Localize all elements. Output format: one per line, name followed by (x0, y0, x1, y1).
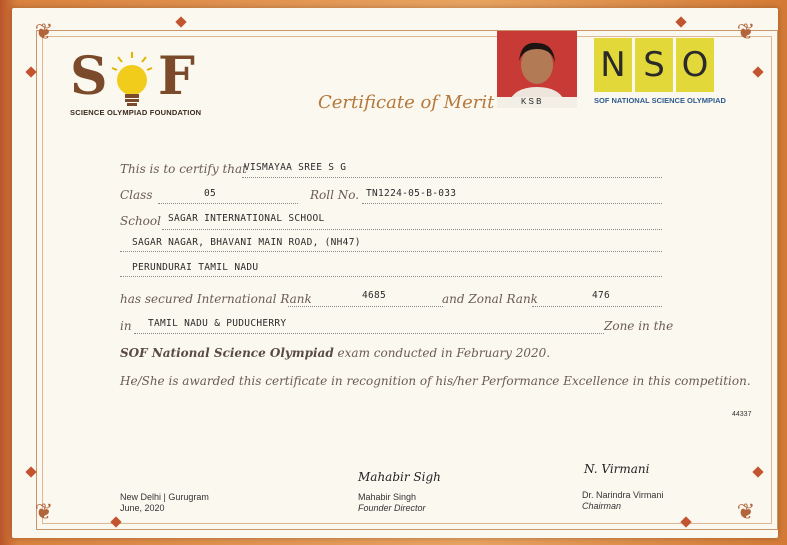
diamond-ornament-icon (25, 466, 36, 477)
founder-name: Mahabir Singh (358, 492, 417, 502)
corner-ornament-icon: ❦ (34, 20, 54, 45)
corner-ornament-icon: ❦ (736, 20, 756, 45)
corner-ornament-icon: ❦ (34, 500, 54, 525)
address-line-2: PERUNDURAI TAMIL NADU (132, 262, 259, 273)
school-value: SAGAR INTERNATIONAL SCHOOL (168, 213, 325, 224)
chairman-name: Dr. Narindra Virmani (582, 490, 664, 500)
founder-block (358, 492, 426, 514)
student-photo (497, 31, 577, 108)
diamond-ornament-icon (175, 16, 186, 27)
sof-logo: S F SCIENCE OLYMPIAD FOUNDATION (70, 46, 210, 117)
sof-subtitle: SCIENCE OLYMPIAD FOUNDATION (70, 108, 202, 117)
class-value: 05 (204, 188, 217, 199)
nso-subtitle: SOF NATIONAL SCIENCE OLYMPIAD (594, 96, 726, 105)
recognition-text: He/She is awarded this certificate in recognition of his/her Performance Excellence in this competition. (120, 374, 751, 388)
roll-value: TN1224-05-B-033 (366, 188, 457, 199)
certificate (12, 8, 778, 538)
place: New Delhi | Gurugram (120, 492, 209, 502)
zone-value: TAMIL NADU & PUDUCHERRY (148, 318, 287, 329)
photo-caption: K S B (521, 97, 542, 106)
intl-rank-label: has secured International Rank (120, 292, 312, 306)
founder-title: Founder Director (358, 503, 426, 513)
exam-name: SOF National Science Olympiad (120, 346, 334, 360)
exam-line (120, 346, 550, 360)
certificate-title: Certificate of Merit (318, 92, 495, 113)
chairman-signature: N. Virmani (584, 462, 650, 476)
diamond-ornament-icon (675, 16, 686, 27)
zonal-rank-value: 476 (592, 290, 611, 301)
exam-description: exam conducted in February 2020. (337, 346, 551, 360)
intl-rank-value: 4685 (362, 290, 387, 301)
diamond-ornament-icon (25, 66, 36, 77)
chairman-block (582, 490, 663, 512)
address-line-1: SAGAR NAGAR, BHAVANI MAIN ROAD, (NH47) (132, 237, 361, 248)
nso-logo: N S O SOF NATIONAL SCIENCE OLYMPIAD (594, 38, 720, 105)
certify-label: This is to certify that (120, 162, 247, 176)
roll-label: Roll No. (310, 188, 360, 202)
founder-signature: Mahabir Sigh (358, 470, 441, 484)
corner-ornament-icon: ❦ (736, 500, 756, 525)
zonal-rank-label: and Zonal Rank (442, 292, 538, 306)
student-name: VISMAYAA SREE S G (244, 162, 347, 173)
class-label: Class (120, 188, 153, 202)
school-label: School (120, 214, 161, 228)
date: June, 2020 (120, 503, 165, 513)
chairman-title: Chairman (582, 501, 622, 511)
serial-number: 44337 (732, 411, 752, 418)
place-date (120, 492, 209, 514)
zone-suffix: Zone in the (604, 319, 674, 333)
in-label: in (120, 319, 132, 333)
bulb-icon (110, 52, 154, 108)
